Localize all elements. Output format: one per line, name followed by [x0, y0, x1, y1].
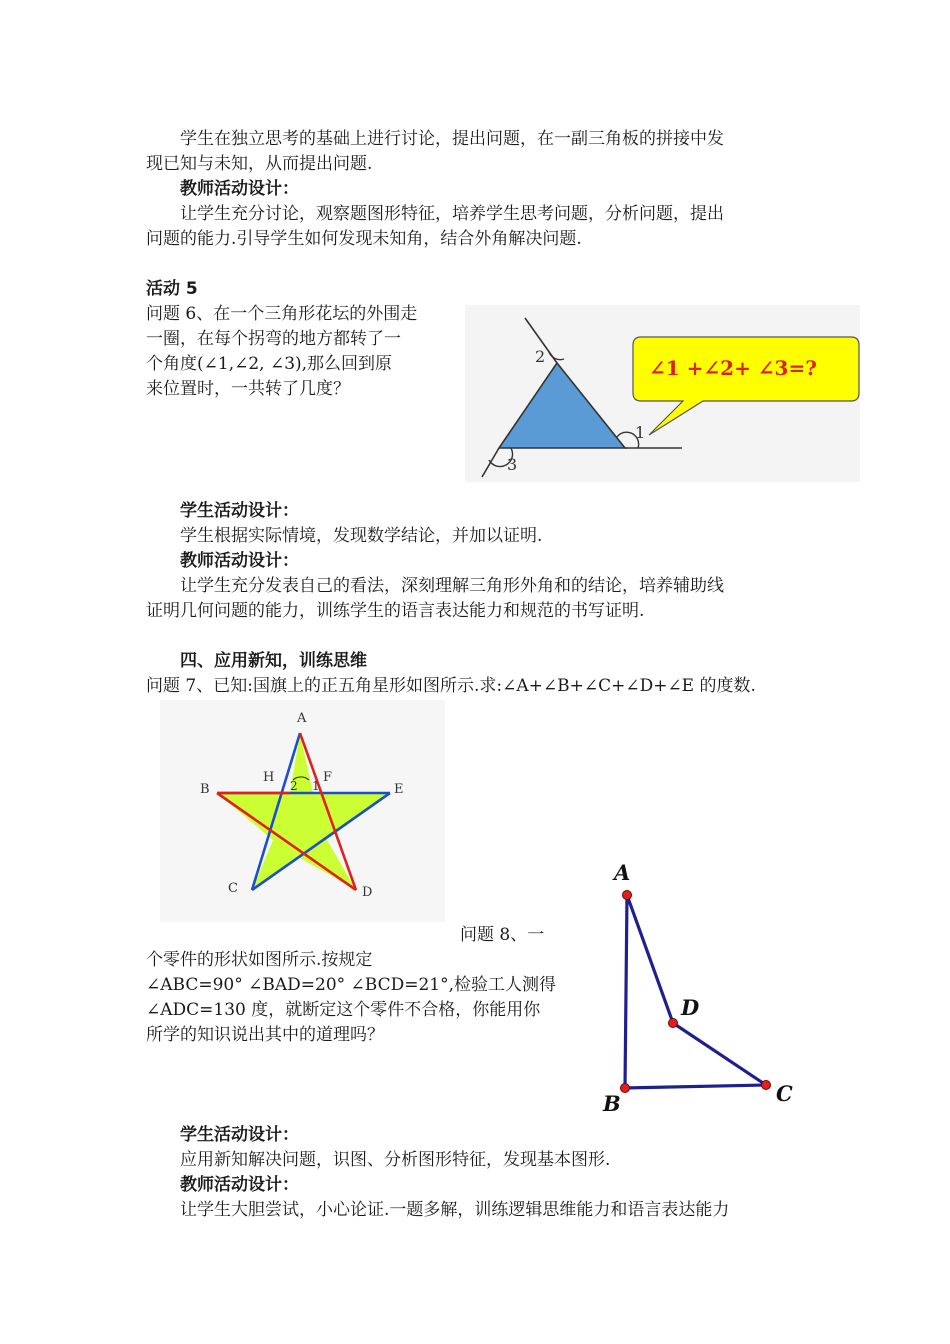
para1-line1: 学生在独立思考的基础上进行讨论，提出问题，在一副三角板的拼接中发 — [180, 129, 724, 149]
part-label-A: A — [614, 860, 631, 885]
student-design-heading-1: 学生活动设计： — [180, 501, 299, 521]
segment-CD — [673, 1023, 766, 1085]
student-design-1-line1: 学生根据实际情境，发现数学结论，并加以证明. — [180, 526, 543, 546]
point-B — [621, 1084, 630, 1093]
q6-line2: 一圈，在每个拐弯的地方都转了一 — [146, 329, 401, 349]
point-C — [762, 1081, 771, 1090]
star-label-F: F — [323, 770, 333, 785]
star-label-1: 1 — [312, 779, 320, 793]
teacher-design-2-line2: 证明几何问题的能力，训练学生的语言表达能力和规范的书写证明. — [146, 601, 645, 621]
star-label-B: B — [200, 782, 210, 797]
angle-label-3: 3 — [507, 455, 518, 474]
star-label-E: E — [394, 782, 404, 797]
teacher-design-1-line2: 问题的能力.引导学生如何发现未知角，结合外角解决问题. — [146, 229, 582, 249]
teacher-design-2-line1: 让学生充分发表自己的看法，深刻理解三角形外角和的结论，培养辅助线 — [180, 576, 724, 596]
star-label-D: D — [362, 885, 373, 900]
star-label-C: C — [228, 881, 238, 896]
q8-line4: ∠ADC=130 度，就断定这个零件不合格，你能用你 — [146, 1000, 541, 1020]
part-quadrilateral-figure — [590, 855, 810, 1120]
q8-line3: ∠ABC=90° ∠BAD=20° ∠BCD=21°,检验工人测得 — [146, 975, 557, 995]
segment-AB — [625, 895, 627, 1088]
q8-line2: 个零件的形状如图所示.按规定 — [146, 950, 373, 970]
q7-text: 问题 7、已知:国旗上的正五角星形如图所示.求:∠A+∠B+∠C+∠D+∠E 的度数. — [146, 676, 756, 696]
part-label-B: B — [603, 1091, 621, 1116]
para1-line2: 现已知与未知，从而提出问题. — [146, 154, 373, 174]
segment-BC — [625, 1085, 766, 1088]
bubble-text: ∠1 +∠2+ ∠3=? — [649, 356, 817, 380]
student-design-2-line1: 应用新知解决问题，识图、分析图形特征，发现基本图形. — [180, 1150, 611, 1170]
part-label-C: C — [776, 1081, 793, 1106]
section4-heading: 四、应用新知，训练思维 — [180, 651, 367, 671]
q6-line3: 个角度(∠1,∠2, ∠3),那么回到原 — [146, 354, 393, 374]
star-label-A: A — [297, 711, 307, 726]
teacher-design-heading-1: 教师活动设计： — [180, 179, 299, 199]
part-label-D: D — [681, 995, 700, 1020]
teacher-design-1-line1: 让学生充分讨论，观察题图形特征，培养学生思考问题，分析问题，提出 — [180, 204, 724, 224]
q6-line4: 来位置时，一共转了几度？ — [146, 379, 350, 399]
pentagram-figure — [160, 700, 445, 922]
triangle-exterior-angle-figure — [465, 305, 860, 482]
q8-line5: 所学的知识说出其中的道理吗？ — [146, 1025, 384, 1045]
student-design-heading-2: 学生活动设计： — [180, 1125, 299, 1145]
q6-line1: 问题 6、在一个三角形花坛的外围走 — [146, 304, 418, 324]
teacher-design-3-line1: 让学生大胆尝试，小心论证.一题多解，训练逻辑思维能力和语言表达能力 — [180, 1200, 730, 1220]
angle-label-2: 2 — [535, 347, 546, 366]
star-label-H: H — [263, 770, 275, 785]
q8-line1: 问题 8、一 — [460, 925, 545, 945]
point-A — [623, 891, 632, 900]
teacher-design-heading-2: 教师活动设计： — [180, 551, 299, 571]
teacher-design-heading-3: 教师活动设计： — [180, 1175, 299, 1195]
point-D — [669, 1019, 678, 1028]
segment-DA — [627, 895, 673, 1023]
angle-label-1: 1 — [635, 423, 646, 442]
star-label-2: 2 — [290, 779, 298, 793]
activity5-heading: 活动 5 — [146, 279, 198, 299]
